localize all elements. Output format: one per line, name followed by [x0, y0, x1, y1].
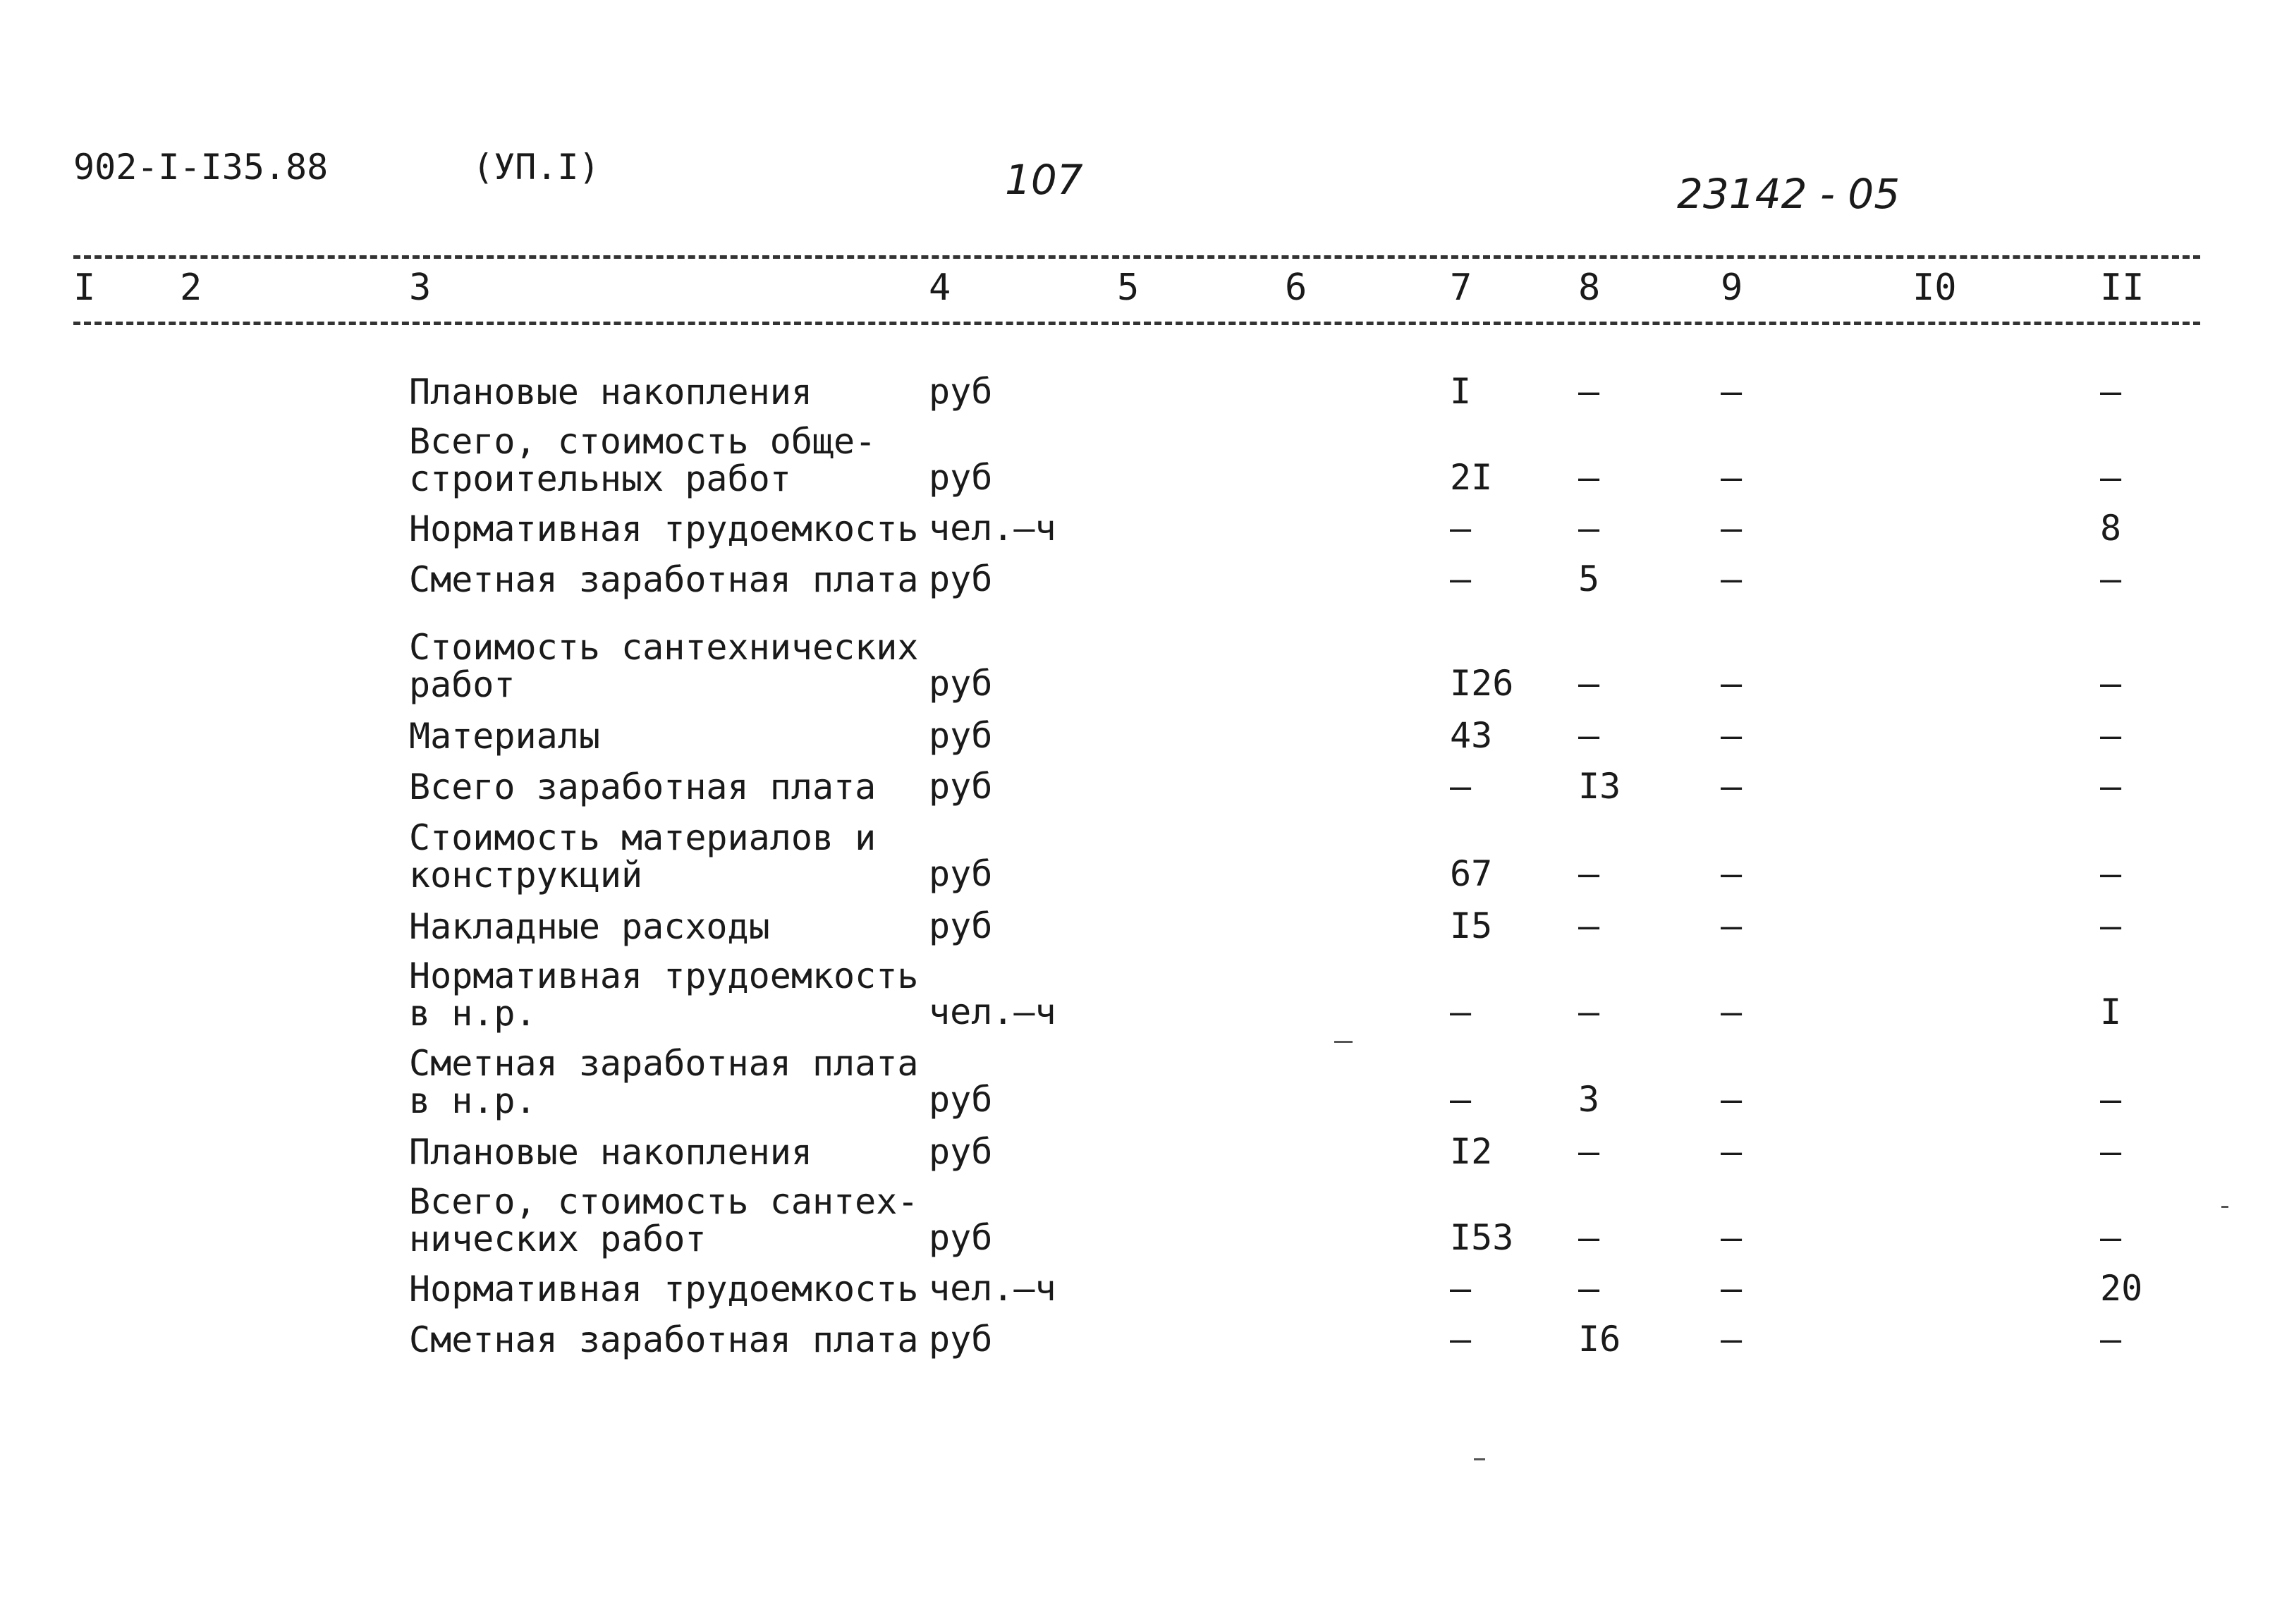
row-unit: руб [929, 663, 993, 704]
row-name: Сметная заработная плата [409, 559, 919, 600]
row-name: Накладные расходы [409, 906, 770, 947]
column-number: 7 [1450, 267, 1472, 309]
column-number: 6 [1285, 267, 1307, 309]
column-number: 3 [409, 267, 432, 309]
col8-value: – [1578, 1131, 1600, 1172]
col8-value: – [1578, 905, 1600, 946]
col9-value: – [1721, 457, 1743, 498]
col11-value: – [2100, 853, 2122, 894]
row-unit: руб [929, 457, 993, 498]
col7-value: 67 [1450, 853, 1493, 894]
row-name: Сметная заработная плата в н.р. [409, 1043, 919, 1121]
column-number: II [2100, 267, 2144, 309]
col8-value: – [1578, 853, 1600, 894]
col9-value: – [1721, 905, 1743, 946]
col8-value: – [1578, 991, 1600, 1032]
col7-value: 2I [1450, 457, 1493, 498]
col9-value: – [1721, 715, 1743, 756]
inventory-number: 23142 - 05 [1677, 170, 1900, 218]
col9-value: – [1721, 508, 1743, 549]
row-name: Материалы [409, 716, 600, 757]
row-name: Стоимость материалов и конструкций [409, 817, 877, 896]
col8-value: – [1578, 1268, 1600, 1309]
col7-value: – [1450, 508, 1472, 549]
col9-value: – [1721, 1079, 1743, 1120]
col11-value: – [2100, 1131, 2122, 1172]
col9-value: – [1721, 1268, 1743, 1309]
col8-value: – [1578, 508, 1600, 549]
row-name: Плановые накопления [409, 1132, 812, 1173]
col11-value: – [2100, 1217, 2122, 1258]
col11-value: – [2100, 558, 2122, 599]
row-name: Сметная заработная плата [409, 1319, 919, 1360]
row-name: Плановые накопления [409, 372, 812, 413]
col9-value: – [1721, 558, 1743, 599]
col7-value: I [1450, 371, 1472, 412]
row-unit: руб [929, 371, 993, 412]
row-name: Нормативная трудоемкость в н.р. [409, 956, 919, 1034]
scan-speck [2221, 1206, 2228, 1208]
column-number: 8 [1578, 267, 1601, 309]
col9-value: – [1721, 1319, 1743, 1360]
scan-speck [1334, 1041, 1353, 1043]
col11-value: 8 [2100, 508, 2122, 549]
col11-value: 20 [2100, 1268, 2143, 1309]
col8-value: – [1578, 457, 1600, 498]
col8-value: 5 [1578, 558, 1600, 599]
row-name: Всего, стоимость сантех- нических работ [409, 1181, 919, 1259]
col11-value: – [2100, 1319, 2122, 1360]
col7-value: – [1450, 766, 1472, 807]
row-unit: руб [929, 1131, 993, 1172]
row-unit: руб [929, 1319, 993, 1360]
column-number: I0 [1912, 267, 1957, 309]
col11-value: – [2100, 663, 2122, 704]
table-top-rule [73, 255, 2200, 259]
col7-value: I26 [1450, 663, 1514, 704]
row-unit: чел.–ч [929, 991, 1056, 1032]
col7-value: – [1450, 1319, 1472, 1360]
col8-value: – [1578, 371, 1600, 412]
col11-value: – [2100, 715, 2122, 756]
col9-value: – [1721, 766, 1743, 807]
column-number: 9 [1721, 267, 1743, 309]
row-unit: руб [929, 853, 993, 894]
row-unit: руб [929, 1079, 993, 1120]
col11-value: – [2100, 1079, 2122, 1120]
row-name: Стоимость сантехнических работ [409, 627, 919, 705]
col11-value: – [2100, 766, 2122, 807]
row-unit: руб [929, 715, 993, 756]
row-name: Всего заработная плата [409, 767, 877, 807]
col9-value: – [1721, 1217, 1743, 1258]
col7-value: 43 [1450, 715, 1493, 756]
col7-value: – [1450, 1079, 1472, 1120]
row-unit: руб [929, 1217, 993, 1258]
col11-value: – [2100, 905, 2122, 946]
col8-value: 3 [1578, 1079, 1600, 1120]
page-number: 107 [1005, 156, 1083, 204]
column-number: 4 [929, 267, 951, 309]
col9-value: – [1721, 1131, 1743, 1172]
scan-speck [1474, 1458, 1485, 1460]
column-number: 2 [180, 267, 202, 309]
column-number: I [73, 267, 96, 309]
document-code: 902-I-I35.88 [73, 147, 329, 188]
row-name: Всего, стоимость обще- строительных работ [409, 421, 877, 499]
col7-value: – [1450, 1268, 1472, 1309]
col11-value: – [2100, 457, 2122, 498]
row-unit: чел.–ч [929, 1268, 1056, 1309]
col8-value: – [1578, 1217, 1600, 1258]
col8-value: I3 [1578, 766, 1621, 807]
col8-value: I6 [1578, 1319, 1621, 1360]
col9-value: – [1721, 853, 1743, 894]
row-name: Нормативная трудоемкость [409, 508, 919, 549]
col11-value: I [2100, 991, 2122, 1032]
table-header-rule [73, 322, 2200, 325]
col9-value: – [1721, 991, 1743, 1032]
row-unit: руб [929, 558, 993, 599]
col9-value: – [1721, 663, 1743, 704]
section-code: (УП.I) [472, 147, 600, 188]
col7-value: I2 [1450, 1131, 1493, 1172]
col7-value: I53 [1450, 1217, 1514, 1258]
col7-value: – [1450, 991, 1472, 1032]
col7-value: I5 [1450, 905, 1493, 946]
row-unit: руб [929, 905, 993, 946]
row-unit: руб [929, 766, 993, 807]
col9-value: – [1721, 371, 1743, 412]
col7-value: – [1450, 558, 1472, 599]
column-number: 5 [1117, 267, 1140, 309]
col11-value: – [2100, 371, 2122, 412]
row-unit: чел.–ч [929, 508, 1056, 549]
col8-value: – [1578, 663, 1600, 704]
row-name: Нормативная трудоемкость [409, 1269, 919, 1309]
col8-value: – [1578, 715, 1600, 756]
